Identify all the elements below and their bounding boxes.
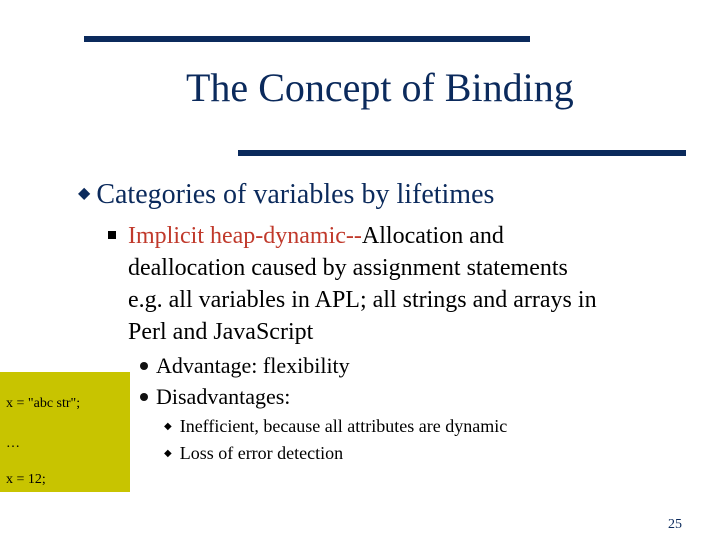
bullet-loss-of-error-detection	[164, 443, 343, 464]
round-bullet-icon	[140, 393, 148, 401]
implicit-line-1	[128, 220, 698, 252]
diamond-bullet-icon: ◆	[78, 184, 91, 202]
inefficient-text: Inefficient, because all attributes are dynamic	[179, 416, 508, 436]
slide-title: The Concept of Binding	[186, 65, 574, 110]
small-diamond-bullet-icon: ◆	[164, 448, 172, 459]
implicit-line-2: deallocation caused by assignment statements	[128, 255, 568, 281]
disadvantages-text: Disadvantages:	[156, 384, 291, 409]
bullet-advantage	[140, 353, 350, 379]
bullet-categories	[78, 180, 494, 211]
bullet-inefficient	[164, 416, 507, 437]
title-rule-top	[84, 36, 530, 42]
advantage-text: Advantage: flexibility	[156, 353, 350, 378]
title-rule-bottom	[238, 150, 686, 156]
square-bullet-icon	[108, 231, 116, 239]
categories-text: Categories of variables by lifetimes	[96, 179, 495, 210]
implicit-line-4: Perl and JavaScript	[128, 319, 314, 345]
round-bullet-icon	[140, 362, 148, 370]
page-number: 25	[668, 517, 682, 532]
bullet-disadvantages	[140, 384, 290, 410]
code-line-1: x = "abc str";	[6, 396, 81, 411]
code-line-3: x = 12;	[6, 472, 46, 487]
loss-text: Loss of error detection	[179, 443, 344, 463]
code-line-2: …	[6, 436, 20, 451]
small-diamond-bullet-icon: ◆	[164, 421, 172, 432]
bullet-implicit-heap-dynamic	[128, 220, 698, 348]
implicit-term: Implicit heap-dynamic--	[128, 223, 362, 249]
implicit-line-3: e.g. all variables in APL; all strings and arrays in	[128, 287, 597, 313]
code-example-box	[0, 372, 130, 492]
implicit-line-1-rest: Allocation and	[361, 223, 504, 249]
